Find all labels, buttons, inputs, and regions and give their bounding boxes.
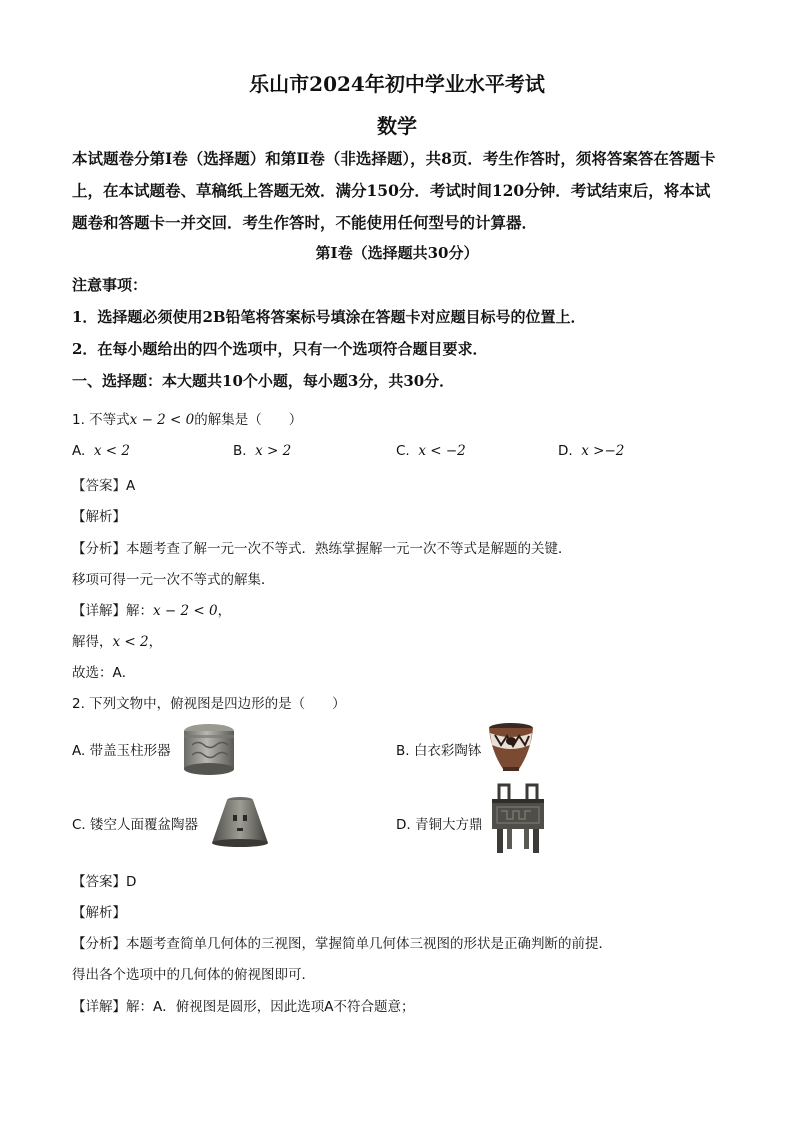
bronze-ding-image <box>489 781 547 857</box>
exam-subject: 数学 <box>377 114 417 138</box>
q1-step2-prefix: 解得， <box>72 634 113 650</box>
q2-stem: 2. 下列文物中，俯视图是四边形的是（ ） <box>72 696 346 712</box>
q1-stem <box>72 408 302 428</box>
face-pottery-image <box>208 795 272 849</box>
q1-option-c-label: C. <box>396 443 410 459</box>
q1-option-a-math: x < 2 <box>93 443 130 459</box>
q1-stem-suffix: 的解集是（ ） <box>194 412 303 428</box>
q1-option-c-math: x < −2 <box>418 443 466 459</box>
q1-answer <box>72 474 135 494</box>
q1-step2-suffix: ， <box>148 634 163 650</box>
q1-detail-tag: 【详解】 <box>72 603 126 619</box>
q1-option-c <box>396 443 466 459</box>
jade-cylinder-image <box>180 721 238 777</box>
q2-option-d-text: 青铜大方鼎 <box>414 817 483 833</box>
q1-option-b-label: B. <box>233 443 247 459</box>
q1-fenxi-text: 本题考查了解一元一次不等式．熟练掌握解一元一次不等式是解题的关键． <box>126 541 572 557</box>
notes-title: 注意事项： <box>72 276 148 294</box>
q1-option-a-label: A. <box>72 443 86 459</box>
q1-detail <box>72 599 231 619</box>
exam-title: 乐山市2024年初中学业水平考试 <box>249 72 545 96</box>
q1-answer-value: A <box>126 478 136 494</box>
q2-option-a-text: 带盖玉柱形器 <box>89 743 171 759</box>
q2-answer-value: D <box>126 874 137 890</box>
q2-option-c-label: C. <box>72 817 86 833</box>
q1-step-2 <box>72 630 162 650</box>
note-2: 2．在每小题给出的四个选项中，只有一个选项符合题目要求． <box>72 340 488 358</box>
q1-option-d-label: D. <box>558 443 573 459</box>
q1-stem-math: x − 2 < 0 <box>129 412 195 428</box>
q1-analysis-tag: 【解析】 <box>72 509 126 525</box>
q2-detail <box>72 995 414 1015</box>
section-1-heading: 一、选择题：本大题共10个小题，每小题3分，共30分． <box>72 372 455 390</box>
q2-answer-tag: 【答案】 <box>72 874 126 890</box>
q1-detail-suffix: ， <box>217 603 232 619</box>
q2-option-c-text: 镂空人面覆盆陶器 <box>90 817 199 833</box>
q2-option-b <box>396 739 481 759</box>
q2-option-d-label: D. <box>396 817 411 833</box>
q1-option-b <box>233 443 291 459</box>
q1-step2-math: x < 2 <box>112 634 149 650</box>
q2-fenxi <box>72 932 612 952</box>
q2-option-b-label: B. <box>396 743 410 759</box>
q1-option-d-math: x >−2 <box>581 443 625 459</box>
q1-detail-prefix: 解： <box>126 603 153 619</box>
q1-fenxi-2: 移项可得一元一次不等式的解集． <box>72 572 275 588</box>
q1-answer-tag: 【答案】 <box>72 478 126 494</box>
q2-fenxi-2: 得出各个选项中的几何体的俯视图即可． <box>72 967 315 983</box>
q2-option-a <box>72 739 171 759</box>
note-1: 1．选择题必须使用2B铅笔将答案标号填涂在答题卡对应题目标号的位置上． <box>72 308 586 326</box>
q2-detail-text: 解：A．俯视图是圆形，因此选项A不符合题意； <box>126 999 415 1015</box>
painted-bowl-image <box>487 721 535 773</box>
q1-fenxi <box>72 537 572 557</box>
exam-intro: 本试题卷分第Ⅰ卷（选择题）和第Ⅱ卷（非选择题），共8页．考生作答时，须将答案答在答题卡上，在本试题卷、草稿纸上答题无效．满分150分．考试时间120分钟．考试结束后，将本试题卷和答题卡一并交回．考生作答时，不能使用任何型号的计算器． <box>72 149 716 232</box>
q1-fenxi-tag: 【分析】 <box>72 541 126 557</box>
q2-option-a-label: A. <box>72 743 86 759</box>
q2-detail-tag: 【详解】 <box>72 999 126 1015</box>
q1-option-b-math: x > 2 <box>255 443 292 459</box>
q2-option-c <box>72 813 198 833</box>
q2-fenxi-text: 本题考查简单几何体的三视图，掌握简单几何体三视图的形状是正确判断的前提． <box>126 936 612 952</box>
q2-analysis-tag: 【解析】 <box>72 905 126 921</box>
part1-title: 第Ⅰ卷（选择题共30分） <box>315 244 479 262</box>
q1-detail-math: x − 2 < 0 <box>153 603 218 619</box>
q2-option-b-text: 白衣彩陶钵 <box>413 743 482 759</box>
q2-fenxi-tag: 【分析】 <box>72 936 126 952</box>
q2-answer <box>72 870 136 890</box>
q1-choose: 故选：A． <box>72 665 136 681</box>
q2-option-d <box>396 813 482 833</box>
q1-option-a <box>72 443 130 459</box>
q1-option-d <box>558 443 624 459</box>
q1-stem-prefix: 1. 不等式 <box>72 412 130 428</box>
